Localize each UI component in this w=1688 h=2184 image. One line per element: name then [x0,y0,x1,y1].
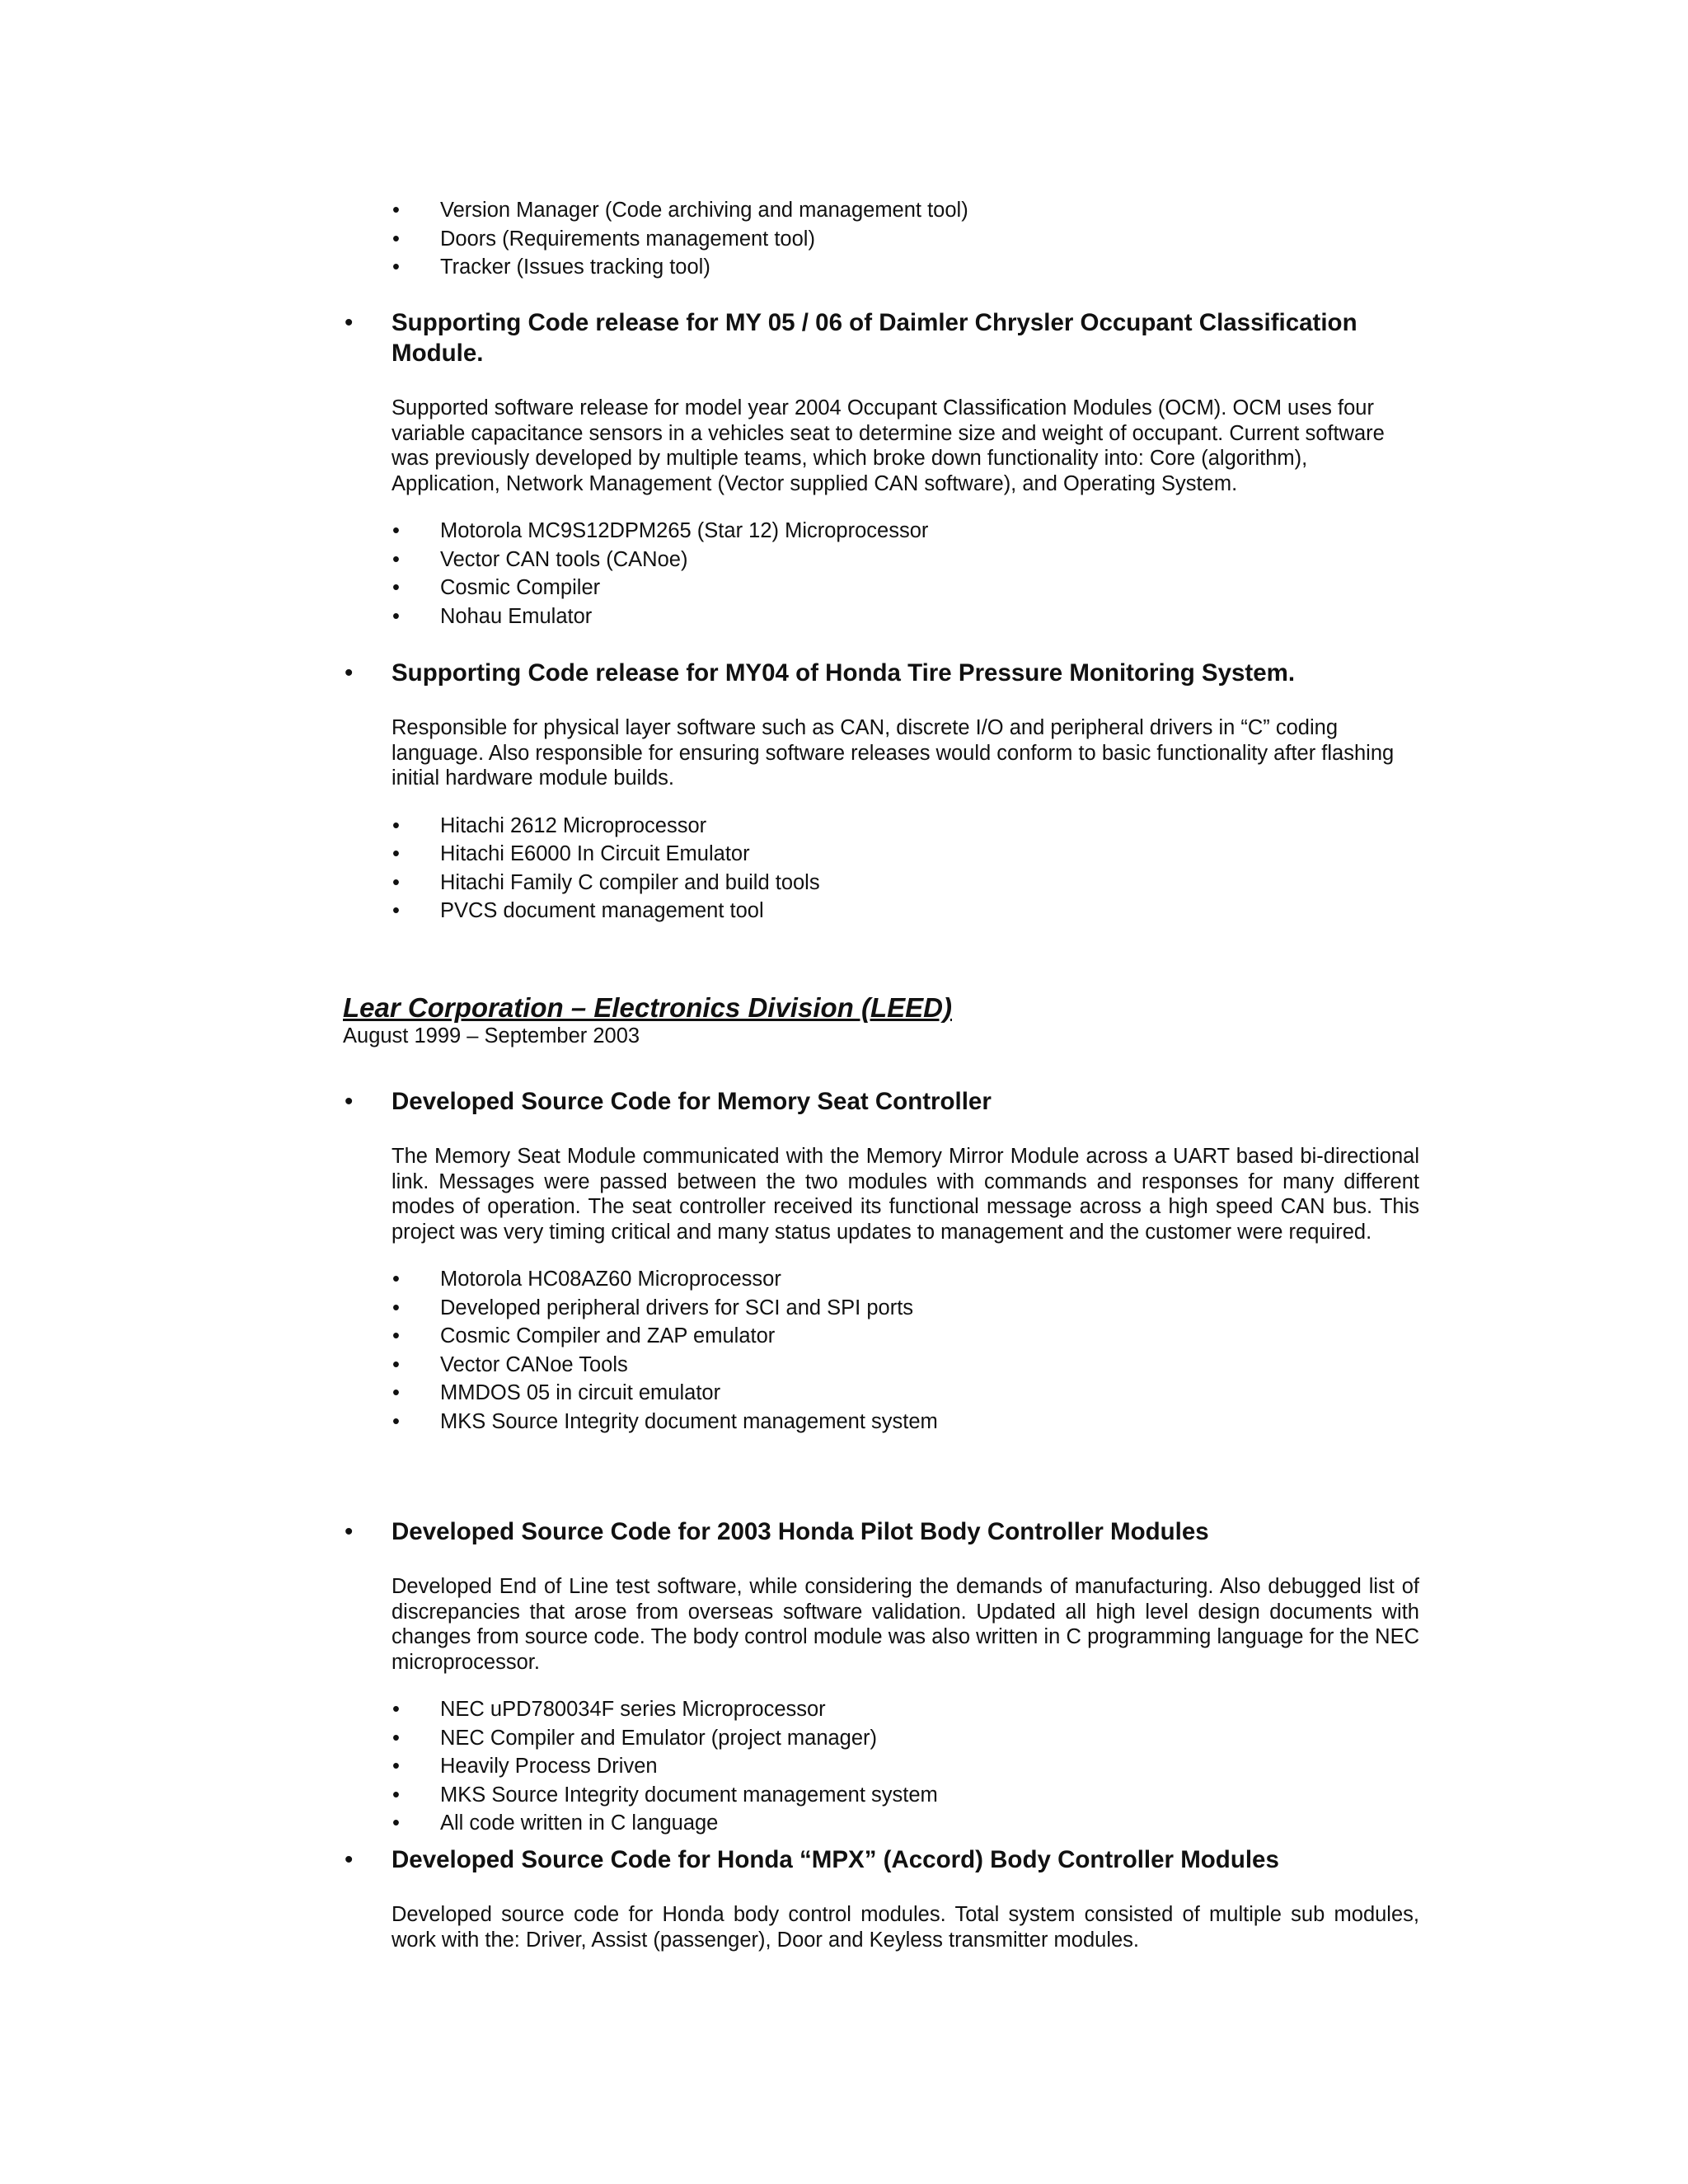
project-tool-list [343,1695,1419,1838]
bullet-icon: • [345,309,354,336]
project-description: Developed source code for Honda body control modules. Total system consisted of multiple sub modules, work with the: Driver, Assist (passenger), Door and Keyless transmitter modules. [392,1903,1419,1952]
project-honda-mpx [343,1844,1419,1952]
list-item: • Hitachi Family C compiler and build tools [343,869,1419,898]
list-item: • Heavily Process Driven [343,1752,1419,1781]
list-item: • NEC Compiler and Emulator (project manager) [343,1724,1419,1753]
project-honda-tpms [343,658,1419,926]
project-tool-list [343,812,1419,926]
bullet-icon: • [345,1518,354,1545]
list-item: • Cosmic Compiler [343,574,1419,602]
list-item: • Hitachi E6000 In Circuit Emulator [343,840,1419,869]
project-honda-pilot [343,1516,1419,1838]
list-item: • Doors (Requirements management tool) [343,225,1419,254]
project-description: The Memory Seat Module communicated with the Memory Mirror Module across a UART based bi-directional link. Messages were passed between the two modules with commands and responses for many different modes of operation. The seat controller received its functional message across a high speed CAN bus. This project was very timing critical and many status updates to management and the customer were required. [392,1145,1419,1244]
list-item: • MKS Source Integrity document management system [343,1408,1419,1436]
project-tool-list [343,517,1419,630]
list-item: • Version Manager (Code archiving and management tool) [343,196,1419,225]
project-description: Developed End of Line test software, while considering the demands of manufacturing. Also debugged list of discrepancies that arose from overseas software validation. Updated all high level design documents with changes from source code. The body control module was also written in C programming language for the NEC microprocessor. [392,1575,1419,1674]
list-item: • Cosmic Compiler and ZAP emulator [343,1322,1419,1351]
employment-dates: August 1999 – September 2003 [343,1024,640,1047]
list-item: • Motorola HC08AZ60 Microprocessor [343,1265,1419,1294]
list-item: • Developed peripheral drivers for SCI and SPI ports [343,1294,1419,1323]
project-title: • Developed Source Code for Honda “MPX” (Accord) Body Controller Modules [345,1846,1279,1873]
list-item: • Nohau Emulator [343,602,1419,631]
list-item: • All code written in C language [343,1809,1419,1838]
list-item: • PVCS document management tool [343,897,1419,926]
project-title: • Developed Source Code for Memory Seat Controller [345,1088,992,1115]
project-daimler-ocm [343,307,1419,630]
list-item: • MMDOS 05 in circuit emulator [343,1379,1419,1408]
project-title: • Supporting Code release for MY04 of Honda Tire Pressure Monitoring System. [345,659,1296,687]
project-memory-seat [343,1086,1419,1436]
list-item: • MKS Source Integrity document management system [343,1781,1419,1810]
list-item: • Motorola MC9S12DPM265 (Star 12) Microprocessor [343,517,1419,546]
bullet-icon: • [345,1846,354,1873]
project-tool-list [343,1265,1419,1436]
list-item: • Vector CAN tools (CANoe) [343,546,1419,574]
project-description: Supported software release for model year 2004 Occupant Classification Modules (OCM). OCM uses four variable capacitance sensors in a vehicles seat to determine size and weight of occupant. Current software was previously developed by multiple teams, which broke down functionality into: Core (algorithm), Application, Network Management (Vector supplied CAN software), and Operating System. [392,396,1385,495]
list-item: • Tracker (Issues tracking tool) [343,253,1419,282]
list-item: • Hitachi 2612 Microprocessor [343,812,1419,841]
project-title: • Developed Source Code for 2003 Honda Pilot Body Controller Modules [345,1518,1209,1545]
bullet-icon: • [345,1088,354,1115]
intro-tool-list [343,196,1419,282]
list-item: • Vector CANoe Tools [343,1351,1419,1380]
list-item: • NEC uPD780034F series Microprocessor [343,1695,1419,1724]
bullet-icon: • [345,659,354,687]
project-description: Responsible for physical layer software such as CAN, discrete I/O and peripheral drivers in “C” coding language. Also responsible for ensuring software releases would conform to basic functionality after flashing initial hardware module builds. [392,716,1395,790]
project-title: • Supporting Code release for MY 05 / 06 of Daimler Chrysler Occupant Classification Module. [345,309,1357,367]
company-name: Lear Corporation – Electronics Division (LEED) [343,992,952,1023]
